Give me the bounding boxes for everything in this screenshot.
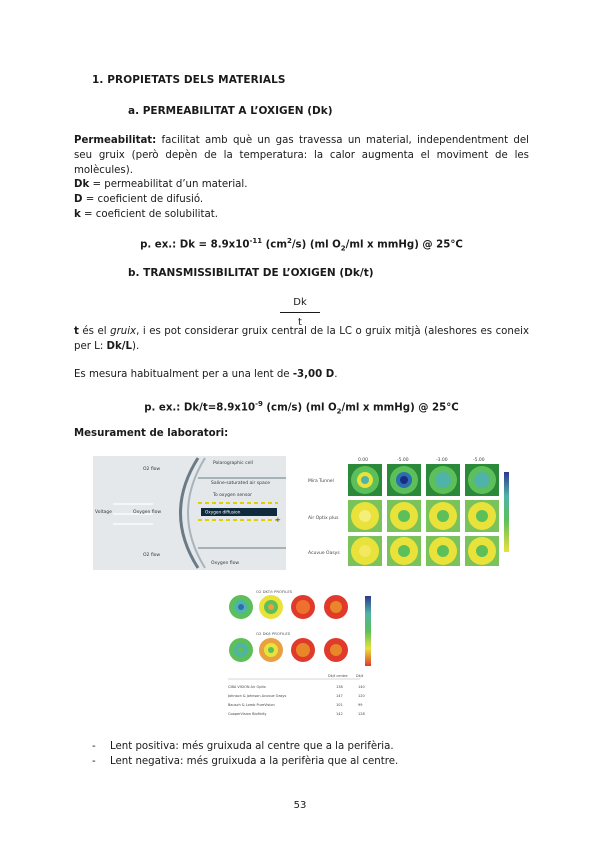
permeability-paragraph bbox=[74, 133, 529, 178]
svg-text:-5.00: -5.00 bbox=[397, 458, 409, 463]
definition-dk: Dk = permeabilitat d’un material. bbox=[74, 179, 248, 190]
svg-text:Voltage: Voltage bbox=[95, 510, 112, 515]
table-row: Bausch & Lomb PureVision bbox=[228, 703, 275, 707]
table-row: Johnson & Johnson Acuvue Oasys bbox=[228, 694, 287, 698]
svg-text:Saline-saturated air space: Saline-saturated air space bbox=[211, 481, 270, 486]
svg-text:Mira Tunnel: Mira Tunnel bbox=[308, 479, 334, 484]
bullet-negative-lens: - Lent negativa: més gruixuda a la perifèria que al centre. bbox=[92, 756, 399, 767]
definitions-list bbox=[74, 177, 529, 222]
thickness-paragraph: t és el gruix, i es pot considerar gruix central de la LC o gruix mitjà (aleshores es coneix per L: Dk/L). bbox=[74, 326, 530, 352]
svg-text:140: 140 bbox=[358, 685, 365, 689]
svg-text:-5.00: -5.00 bbox=[473, 458, 485, 463]
svg-text:Oxygen flow: Oxygen flow bbox=[211, 561, 240, 566]
svg-text:+: + bbox=[275, 516, 281, 524]
table-row: CooperVision Biofinity bbox=[228, 712, 267, 716]
svg-text:Air Optix plus: Air Optix plus bbox=[308, 516, 339, 521]
svg-text:O2 flow: O2 flow bbox=[143, 553, 161, 558]
svg-text:0.00: 0.00 bbox=[358, 458, 369, 463]
lens-profiles-figure bbox=[228, 588, 382, 720]
svg-text:-3.00: -3.00 bbox=[436, 458, 448, 463]
example-dk: p. ex.: $Dk = 8.9x10^{-11}$ $(cm^2/s)$ (ml $O_2/ml$ x mmHg) @ 25°C bbox=[140, 237, 463, 253]
svg-text:99: 99 bbox=[358, 703, 363, 707]
lens-dkt-maps-figure bbox=[306, 452, 514, 568]
fig1-label: Polarographic cell bbox=[213, 461, 253, 466]
svg-text:120: 120 bbox=[358, 694, 365, 698]
definition-k: k = coeficient de solubilitat. bbox=[74, 209, 218, 220]
svg-text:O2 DKT/t PROFILES: O2 DKT/t PROFILES bbox=[256, 589, 293, 594]
svg-text:Acuvue Oasys: Acuvue Oasys bbox=[308, 551, 340, 556]
svg-text:O2 flow: O2 flow bbox=[143, 467, 161, 472]
measure-paragraph: Es mesura habitualment per a una lent de -3,00 D. bbox=[74, 369, 338, 380]
svg-text:142: 142 bbox=[336, 712, 343, 716]
definition-d: D = coeficient de difusió. bbox=[74, 194, 204, 205]
svg-text:Oxygen flow: Oxygen flow bbox=[133, 510, 162, 515]
svg-text:Dk/t centre: Dk/t centre bbox=[328, 674, 348, 678]
color-scale bbox=[365, 596, 371, 666]
svg-text:Oxygen diffusion: Oxygen diffusion bbox=[205, 509, 241, 515]
svg-text:147: 147 bbox=[336, 694, 343, 698]
fraction-numerator: Dk bbox=[293, 297, 307, 308]
table-row: CIBA VISION Air Optix bbox=[228, 685, 266, 689]
svg-text:Dk/t: Dk/t bbox=[356, 674, 364, 678]
svg-text:101: 101 bbox=[336, 703, 343, 707]
svg-text:138: 138 bbox=[336, 685, 343, 689]
definition: facilitat amb què un gas travessa un material, independentment del seu gruix (però depèn de la temperatura: la calor augmenta el moviment de les molècules). bbox=[74, 135, 529, 176]
page-number: 53 bbox=[293, 800, 307, 811]
fraction-denominator: t bbox=[298, 317, 302, 328]
subheading-transmissibility: b. TRANSMISSIBILITAT DE L’OXIGEN (Dk/t) bbox=[128, 267, 374, 279]
svg-text:O2 DK/t PROFILES: O2 DK/t PROFILES bbox=[256, 631, 291, 636]
example-dkt: p. ex.: $Dk/t=8.9x10^{-9}$ (cm/s) (ml $O_2/ml$ x mmHg) @ 25°C bbox=[144, 400, 459, 416]
bullet-positive-lens: - Lent positiva: més gruixuda al centre que a la perifèria. bbox=[92, 741, 394, 752]
lab-heading: Mesurament de laboratori: bbox=[74, 428, 229, 439]
color-scale bbox=[504, 472, 509, 552]
subheading-permeability: a. PERMEABILITAT A L’OXIGEN (Dk) bbox=[128, 105, 333, 117]
term: Permeabilitat: bbox=[74, 135, 157, 146]
svg-text:128: 128 bbox=[358, 712, 365, 716]
polarographic-cell-figure bbox=[93, 456, 286, 570]
section-heading: 1. PROPIETATS DELS MATERIALS bbox=[92, 74, 286, 86]
svg-text:To oxygen sensor: To oxygen sensor bbox=[213, 493, 252, 498]
